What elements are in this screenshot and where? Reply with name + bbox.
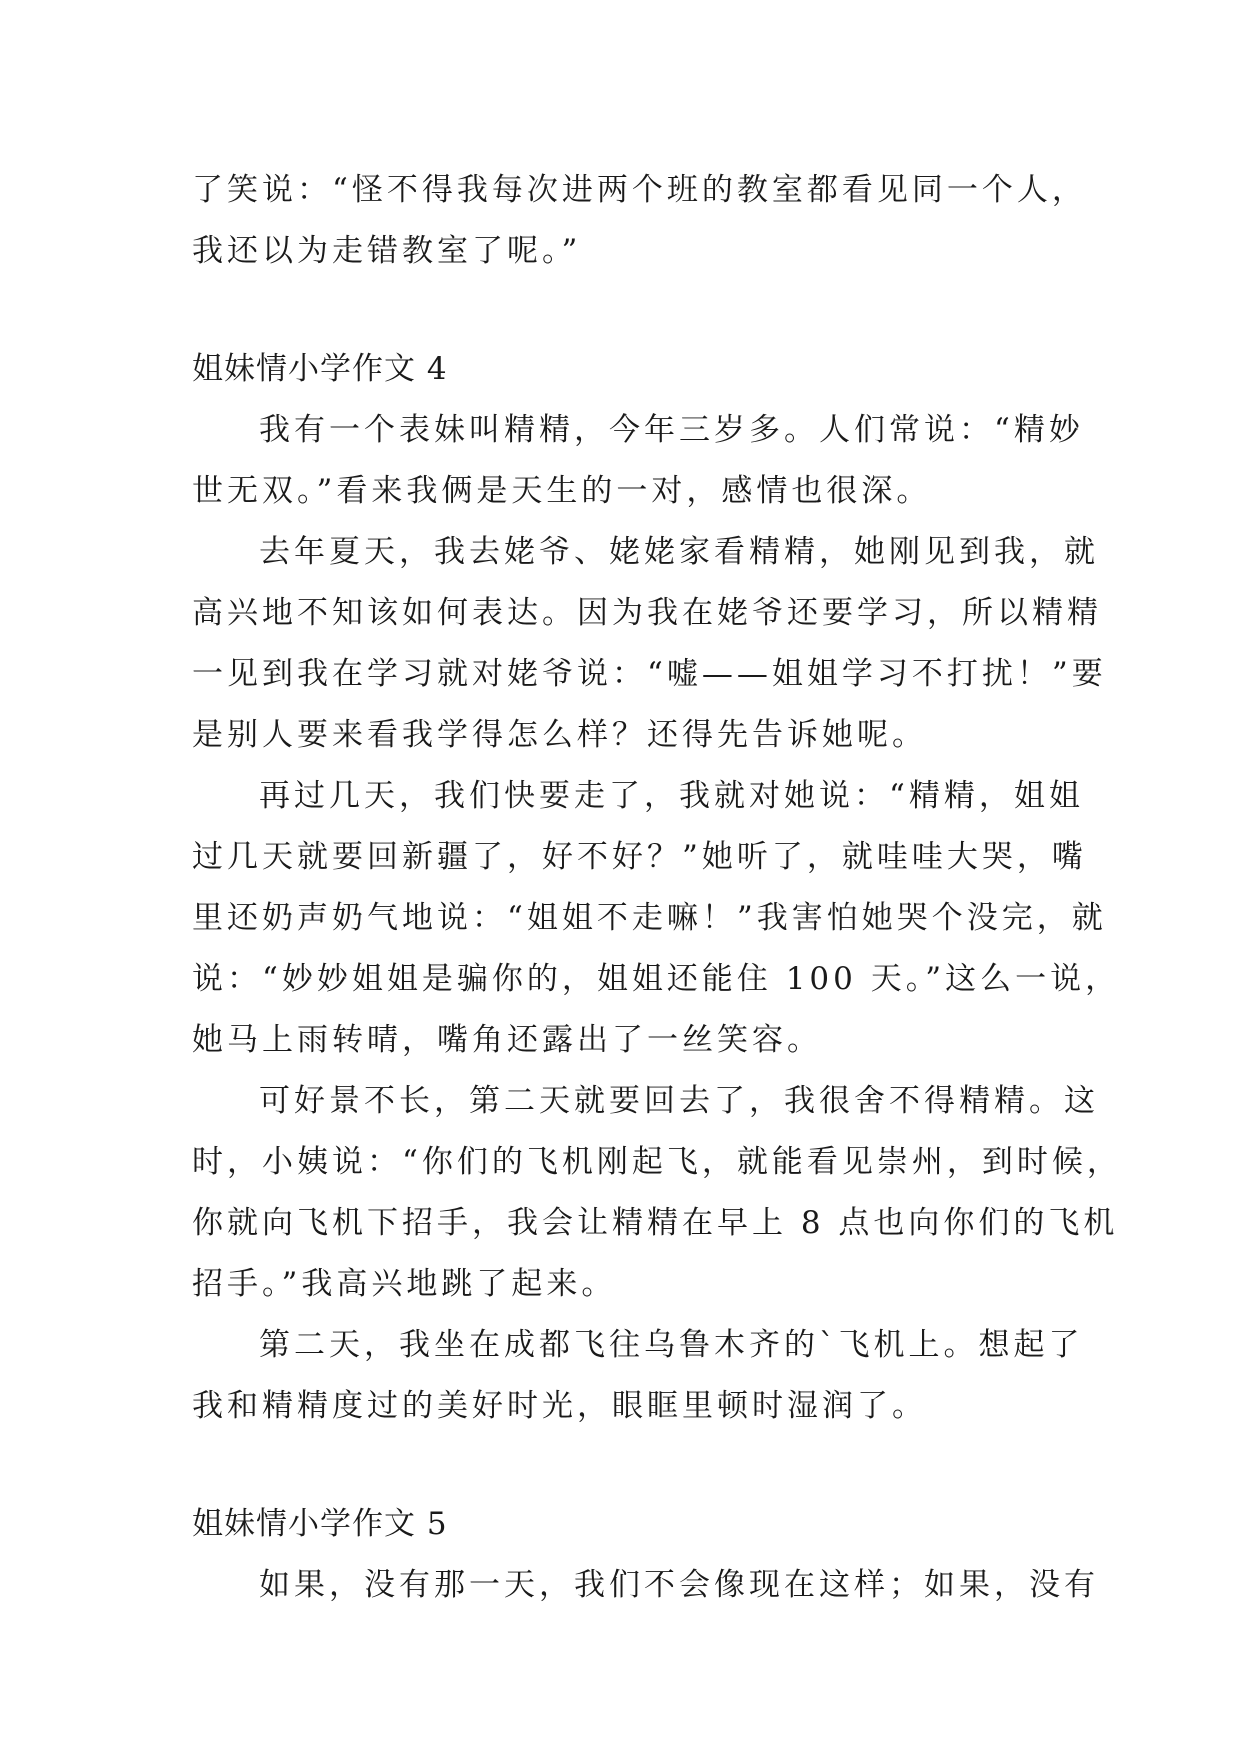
paragraph [192,400,1084,522]
text-line: 我和精精度过的美好时光，眼眶里顿时湿润了。 [192,1388,927,1424]
text-line: 招手。”我高兴地跳了起来。 [192,1266,617,1302]
paragraph [192,766,1121,1071]
section-heading: 姐妹情小学作文 4 [192,351,448,387]
essay-section-5 [192,1494,1099,1616]
text-line: 可好景不长，第二天就要回去了，我很舍不得精精。这 [259,1083,1099,1119]
paragraph [192,1555,1099,1616]
text-line: 一见到我在学习就对姥爷说：“嘘——姐姐学习不打扰！”要 [192,656,1107,692]
paragraph [192,1071,1122,1315]
text-line: 再过几天，我们快要走了，我就对她说：“精精，姐姐 [259,778,1084,814]
text-line: 她马上雨转晴，嘴角还露出了一丝笑容。 [192,1022,822,1058]
text-line: 我还以为走错教室了呢。” [192,233,582,269]
text-line: 说：“妙妙姐姐是骗你的，姐姐还能住 100 天。”这么一说， [192,961,1121,997]
text-line: 你就向飞机下招手，我会让精精在早上 8 点也向你们的飞机 [192,1205,1119,1241]
document-body [192,160,1122,1616]
section-heading: 姐妹情小学作文 5 [192,1506,448,1542]
text-line: 世无双。”看来我俩是天生的一对，感情也很深。 [192,473,932,509]
text-line: 高兴地不知该如何表达。因为我在姥爷还要学习，所以精精 [192,595,1102,631]
text-line: 时，小姨说：“你们的飞机刚起飞，就能看见崇州，到时候， [192,1144,1122,1180]
text-line: 如果，没有那一天，我们不会像现在这样；如果，没有 [259,1567,1099,1603]
paragraph [192,522,1107,766]
continuation-paragraph [192,160,1087,282]
text-line: 了笑说：“怪不得我每次进两个班的教室都看见同一个人， [192,172,1087,208]
text-line: 第二天，我坐在成都飞往乌鲁木齐的`飞机上。想起了 [259,1327,1084,1363]
essay-section-4 [192,339,1122,1437]
text-line: 去年夏天，我去姥爷、姥姥家看精精，她刚见到我，就 [259,534,1099,570]
text-line: 过几天就要回新疆了，好不好？”她听了，就哇哇大哭，嘴 [192,839,1087,875]
text-line: 我有一个表妹叫精精，今年三岁多。人们常说：“精妙 [259,412,1084,448]
text-line: 里还奶声奶气地说：“姐姐不走嘛！”我害怕她哭个没完，就 [192,900,1107,936]
text-line: 是别人要来看我学得怎么样？还得先告诉她呢。 [192,717,927,753]
paragraph [192,1315,1084,1437]
